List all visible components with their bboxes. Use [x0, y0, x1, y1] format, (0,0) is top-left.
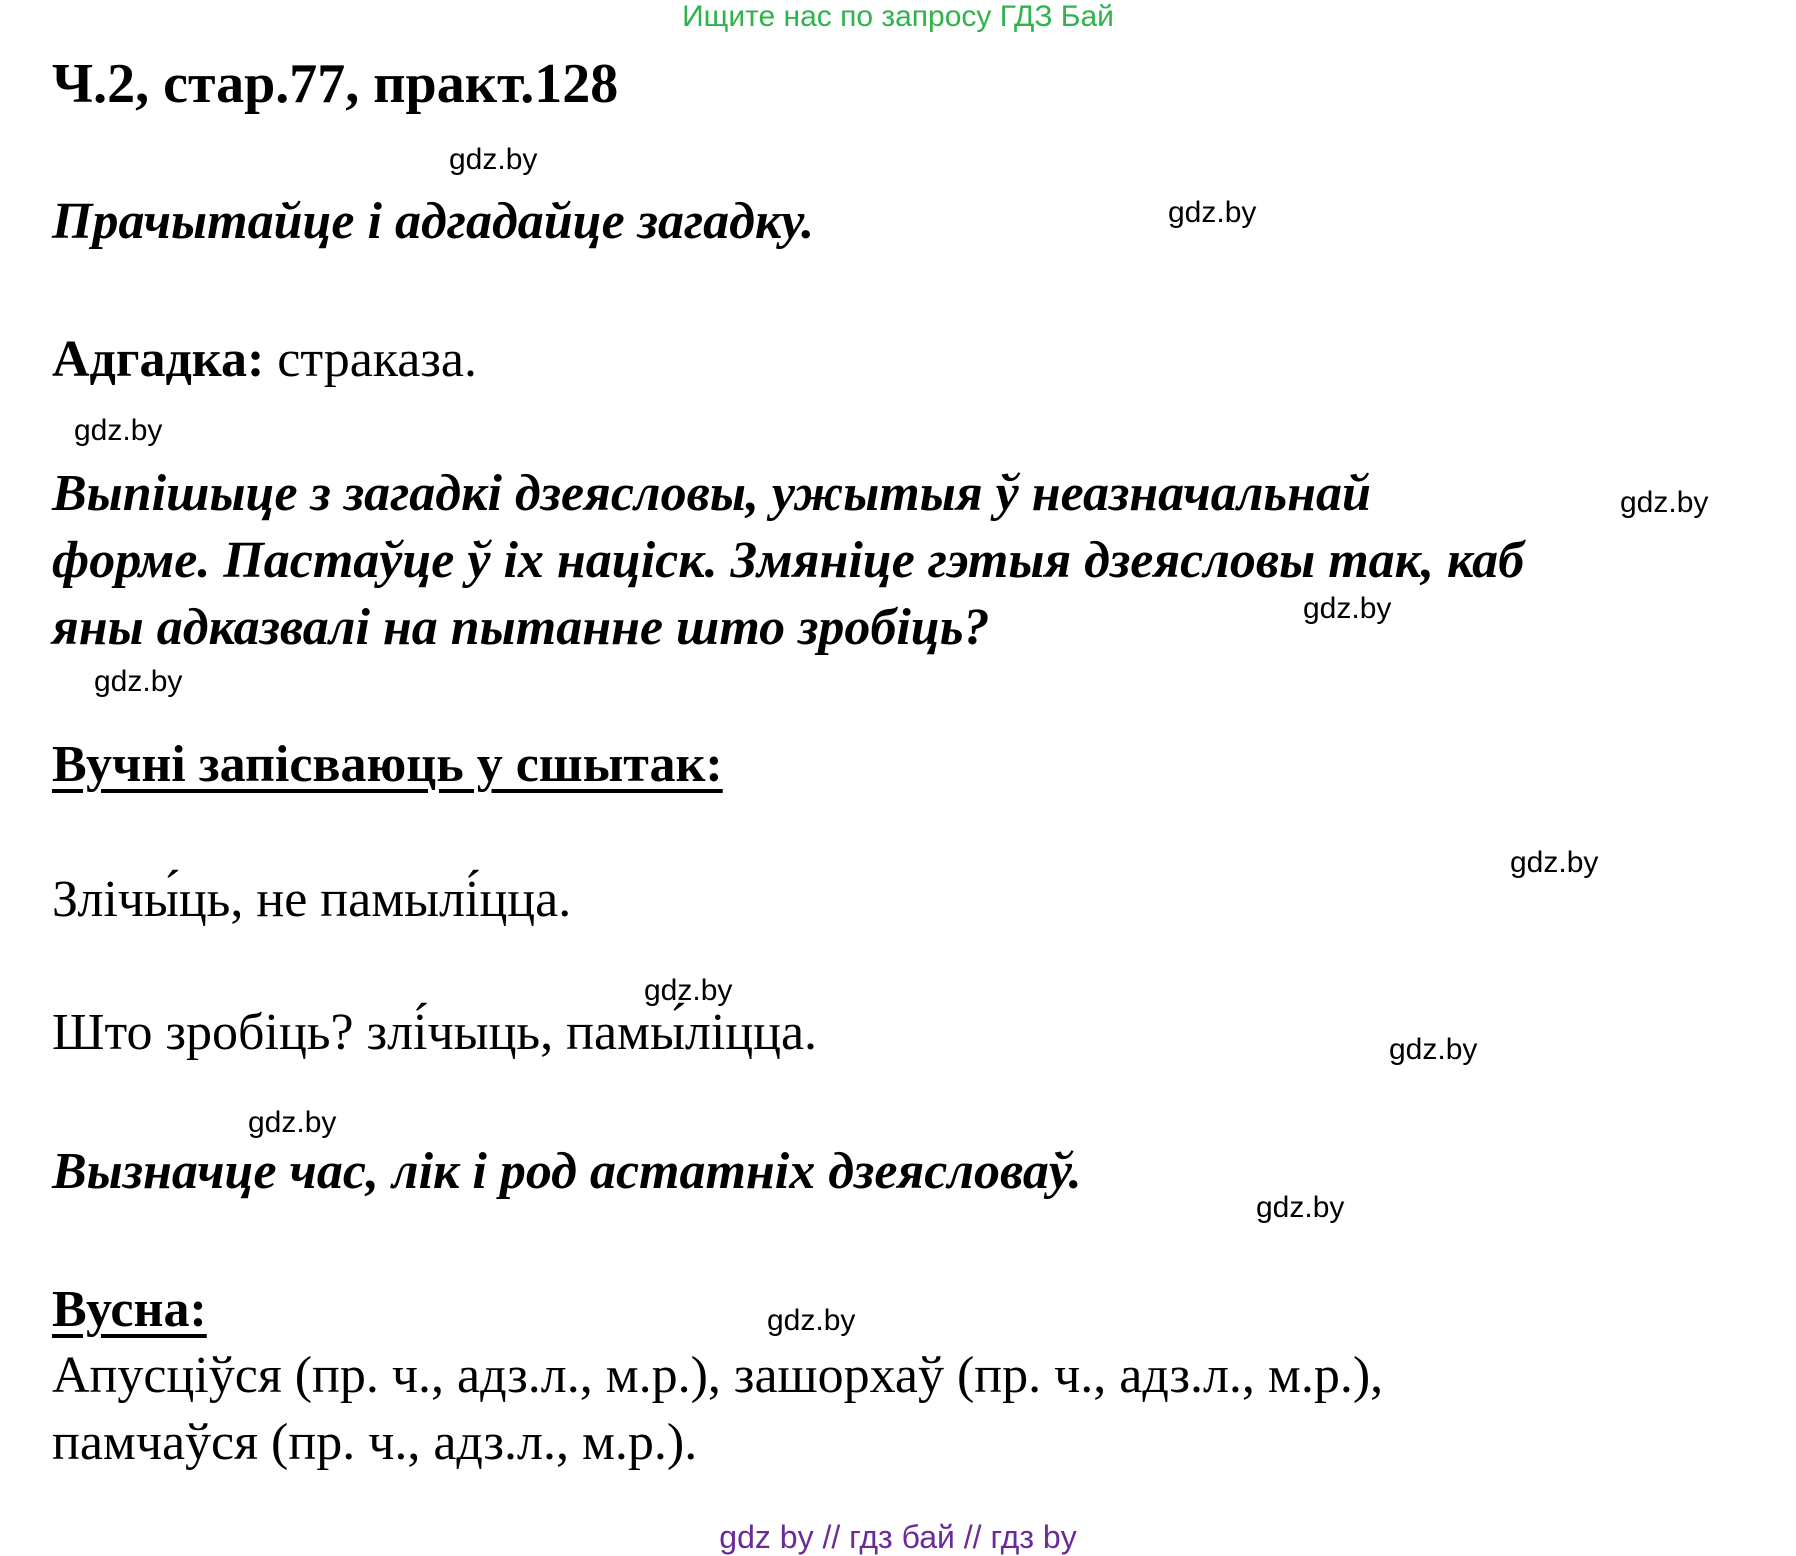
task-2-line-3: яны адказвалі на пытанне што зробіць?	[52, 599, 990, 656]
page-title: Ч.2, стар.77, практ.128	[52, 53, 619, 115]
watermark: gdz.by	[1168, 196, 1257, 229]
watermark: gdz.by	[74, 414, 163, 447]
watermark: gdz.by	[1389, 1033, 1478, 1066]
watermark: gdz.by	[449, 143, 538, 176]
task-3: Вызначце час, лік і род астатніх дзеясловаў.	[52, 1143, 1082, 1200]
notebook-heading: Вучні запісваюць у сшытак:	[52, 736, 723, 793]
watermark: gdz.by	[767, 1304, 856, 1337]
task-2-line-2: форме. Пастаўце ў іх націск. Змяніце гэтыя дзеясловы так, каб	[52, 532, 1525, 589]
answer-label: Адгадка:	[52, 331, 265, 388]
top-banner: Ищите нас по запросу ГДЗ Бай	[682, 0, 1114, 33]
notebook-line-1: Злічы́ць, не памылі́цца.	[52, 871, 572, 928]
oral-heading: Вусна:	[52, 1281, 207, 1338]
oral-line-1: Апусціўся (пр. ч., адз.л., м.р.), зашорхаў (пр. ч., адз.л., м.р.),	[52, 1347, 1384, 1404]
answer-value: страказа.	[264, 331, 477, 388]
watermark: gdz.by	[1256, 1191, 1345, 1224]
footer-watermark: gdz by // гдз бай // гдз by	[719, 1519, 1077, 1555]
watermark: gdz.by	[1303, 592, 1392, 625]
notebook-line-2: Што зробіць? злі́чыць, памы́ліцца.	[52, 1004, 818, 1061]
watermark: gdz.by	[1510, 846, 1599, 879]
watermark: gdz.by	[644, 974, 733, 1007]
watermark: gdz.by	[94, 665, 183, 698]
riddle-answer	[52, 330, 477, 389]
oral-line-2: памчаўся (пр. ч., адз.л., м.р.).	[52, 1414, 698, 1471]
watermark: gdz.by	[1620, 486, 1709, 519]
task-2-line-1: Выпішыце з загадкі дзеясловы, ужытыя ў неазначальнай	[52, 465, 1371, 522]
task-1: Прачытайце і адгадайце загадку.	[52, 193, 815, 250]
watermark: gdz.by	[248, 1106, 337, 1139]
